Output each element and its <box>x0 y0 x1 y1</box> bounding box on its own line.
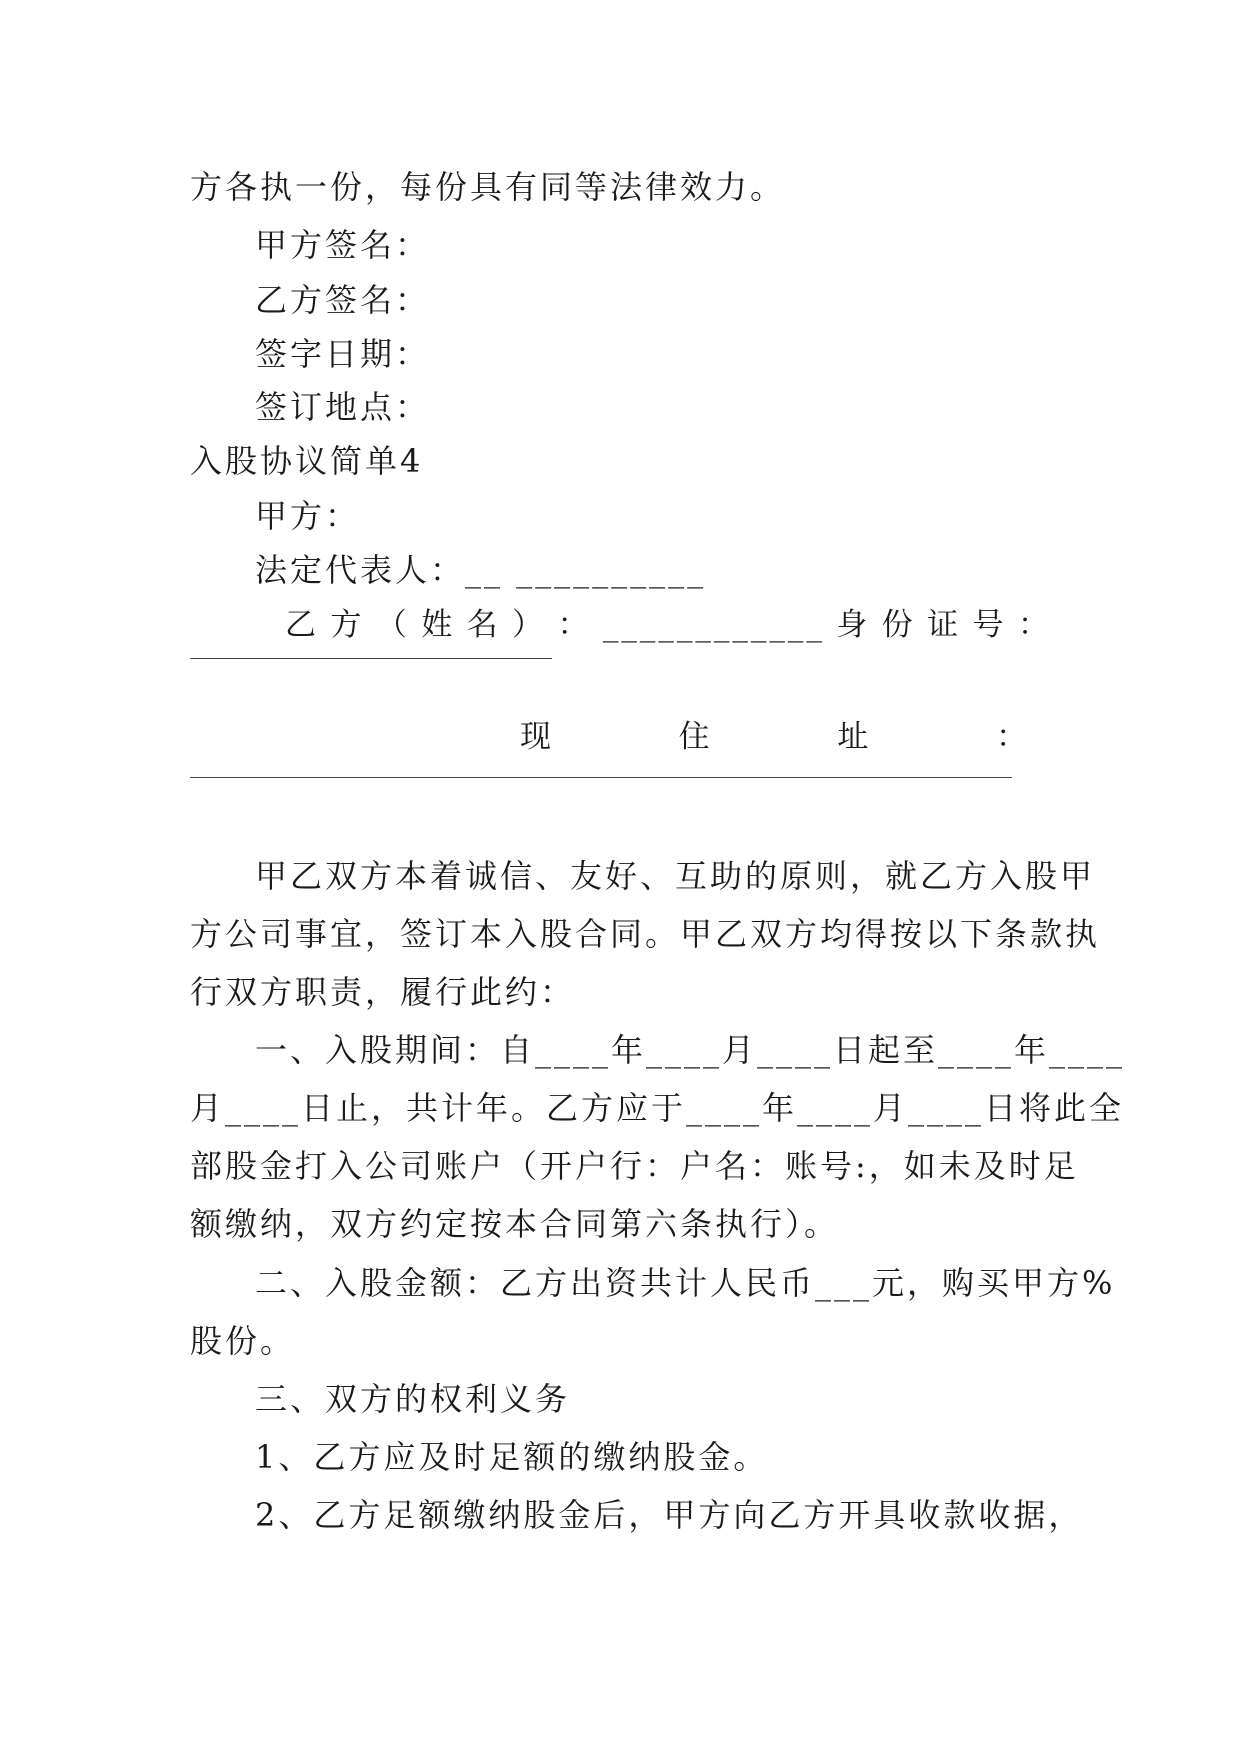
clause-3-item-1: 1、乙方应及时足额的缴纳股金。 <box>255 1438 769 1476</box>
address-char: 住 <box>678 719 713 755</box>
clause-2-line-2: 股份。 <box>190 1322 296 1360</box>
clause-1-line-1: 一、入股期间：自____年____月____日起至____年____ <box>255 1031 1126 1069</box>
id-char: 证 <box>927 607 962 643</box>
party-a-label: 甲方： <box>255 497 361 535</box>
id-char: 份 <box>881 607 916 643</box>
address-line <box>520 708 1030 766</box>
party-b-char: （ <box>375 607 410 643</box>
party-b-char: 乙 <box>285 607 319 643</box>
signature-party-b: 乙方签名： <box>255 281 431 319</box>
closing-line: 方各执一份，每份具有同等法律效力。 <box>190 168 786 206</box>
clause-3-heading: 三、双方的权利义务 <box>255 1380 571 1418</box>
legal-representative: 法定代表人：__ __________ <box>255 551 707 589</box>
id-char: 身 <box>836 607 871 643</box>
party-b-char: ） <box>512 607 547 643</box>
body-paragraph-1-line-2: 方公司事宜，签订本入股合同。甲乙双方均得按以下条款执 <box>190 915 1101 953</box>
party-b-char: 名 <box>466 607 501 643</box>
body-paragraph-1-line-3: 行双方职责，履行此约： <box>190 973 576 1011</box>
party-b-name-blank: ____________ <box>602 607 825 643</box>
id-char: ： <box>1017 607 1052 643</box>
clause-2-line-1: 二、入股金额：乙方出资共计人民币___元，购买甲方% <box>255 1264 1116 1302</box>
body-paragraph-1-line-1: 甲乙双方本着诚信、友好、互助的原则，就乙方入股甲 <box>255 857 1096 895</box>
address-blank <box>190 777 1012 778</box>
address-char: 址 <box>837 719 872 755</box>
clause-1-line-2: 月____日止，共计年。乙方应于____年____月____日将此全 <box>190 1089 1125 1127</box>
signature-date: 签字日期： <box>255 335 431 373</box>
party-b-char: 姓 <box>421 607 456 643</box>
section-title: 入股协议简单4 <box>190 442 424 480</box>
party-b-char: ： <box>557 607 592 643</box>
party-b-line <box>285 596 1052 654</box>
address-char: ： <box>995 719 1030 755</box>
party-b-char: 方 <box>330 607 365 643</box>
clause-3-item-2: 2、乙方足额缴纳股金后，甲方向乙方开具收款收据， <box>255 1496 1084 1534</box>
id-char: 号 <box>972 607 1007 643</box>
signature-place: 签订地点： <box>255 388 431 426</box>
signature-party-a: 甲方签名： <box>255 226 431 264</box>
address-char: 现 <box>520 719 554 755</box>
clause-1-line-4: 额缴纳，双方约定按本合同第六条执行）。 <box>190 1205 840 1243</box>
clause-1-line-3: 部股金打入公司账户（开户行：户名：账号:，如未及时足 <box>190 1147 1079 1185</box>
id-number-blank <box>190 658 552 659</box>
